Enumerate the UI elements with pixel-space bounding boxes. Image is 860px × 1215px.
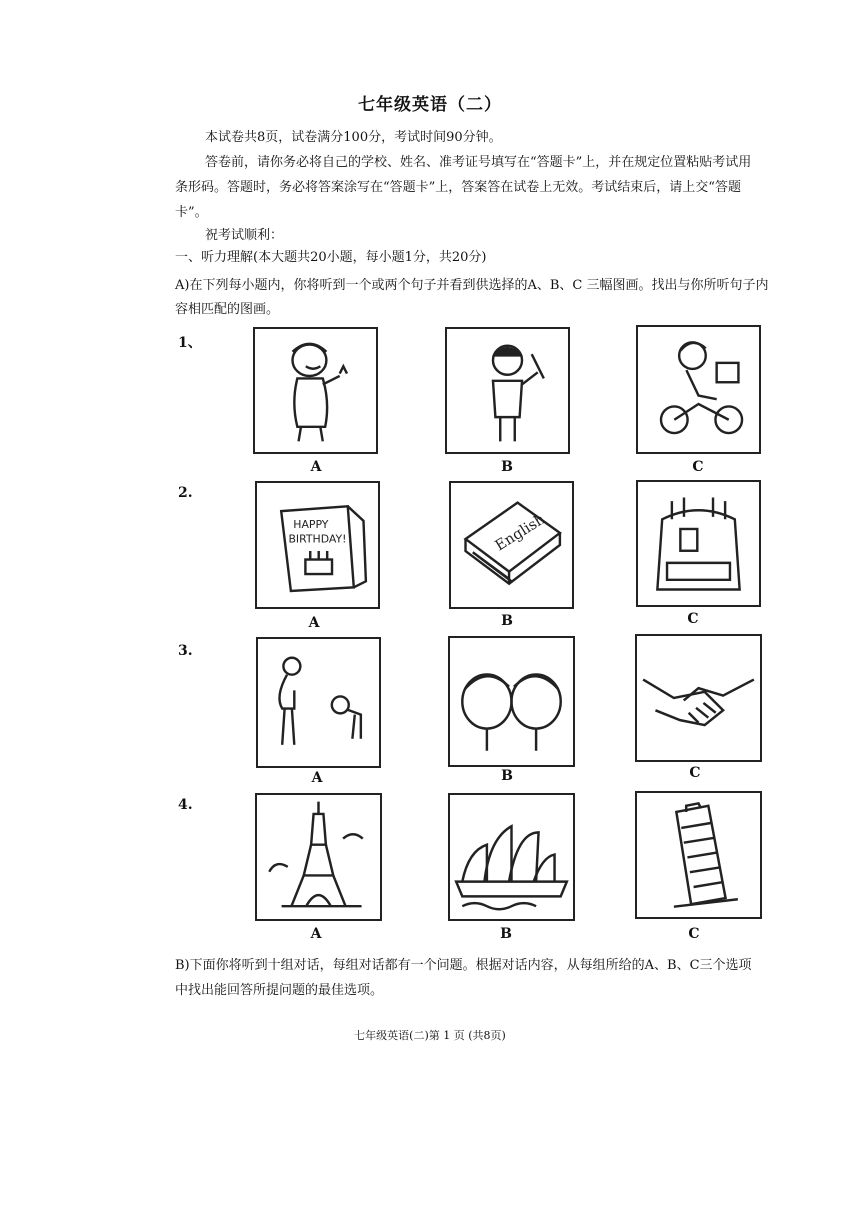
part-b-instruction: 中找出能回答所提问题的最佳选项。: [175, 983, 384, 998]
intro-line: 条形码。答题时，务必将答案涂写在“答题卡”上，答案答在试卷上无效。考试结束后，请上交“答题: [175, 180, 741, 195]
option-label: C: [687, 611, 699, 627]
page-title: 七年级英语（二）: [358, 95, 502, 115]
section-heading: 一、听力理解(本大题共20小题，每小题1分，共20分): [175, 250, 487, 265]
bowing-icon[interactable]: [256, 637, 381, 768]
option-label: A: [310, 459, 322, 475]
doctor-icon[interactable]: [253, 327, 378, 454]
intro-line: 祝考试顺利：: [205, 228, 284, 243]
option-label: A: [310, 926, 322, 942]
kissing-icon[interactable]: [448, 636, 575, 767]
card-text: BIRTHDAY!: [288, 532, 347, 546]
option-label: B: [501, 768, 513, 784]
sydney-opera-house-icon[interactable]: [448, 793, 575, 921]
option-label: A: [308, 615, 320, 631]
question-number: 3.: [178, 643, 193, 659]
eiffel-tower-icon[interactable]: [255, 793, 382, 921]
schoolbag-icon[interactable]: [636, 480, 761, 607]
option-label: B: [501, 613, 513, 629]
part-b-instruction: B)下面你将听到十组对话，每组对话都有一个问题。根据对话内容，从每组所给的A、B、C三个选项: [175, 958, 752, 973]
card-text: HAPPY: [293, 518, 329, 532]
leaning-tower-of-pisa-icon[interactable]: [635, 791, 762, 919]
question-number: 2.: [178, 485, 193, 501]
option-label: C: [689, 765, 701, 781]
english-book-icon[interactable]: [449, 481, 574, 609]
question-number: 1、: [178, 335, 202, 351]
option-label: C: [692, 459, 704, 475]
intro-line: 卡”。: [175, 205, 208, 220]
delivery-rider-icon[interactable]: [636, 325, 761, 454]
intro-line: 答卷前，请你务必将自己的学校、姓名、准考证号填写在“答题卡”上，并在规定位置粘贴考试用: [205, 155, 752, 170]
handshake-icon[interactable]: [635, 634, 762, 762]
book-title: English: [492, 511, 549, 555]
option-label: C: [688, 926, 700, 942]
question-number: 4.: [178, 797, 193, 813]
part-a-instruction: 容相匹配的图画。: [175, 302, 280, 317]
part-a-instruction: A)在下列每小题内，你将听到一个或两个句子并看到供选择的A、B、C 三幅图画。找出与你所听句子内: [175, 278, 769, 293]
option-label: B: [500, 926, 512, 942]
birthday-card-icon[interactable]: [255, 481, 380, 609]
page-footer: 七年级英语(二)第 1 页 (共8页): [354, 1029, 506, 1042]
option-label: A: [311, 770, 323, 786]
option-label: B: [501, 459, 513, 475]
intro-line: 本试卷共8页，试卷满分100分，考试时间90分钟。: [205, 130, 502, 145]
teacher-icon[interactable]: [445, 327, 570, 454]
